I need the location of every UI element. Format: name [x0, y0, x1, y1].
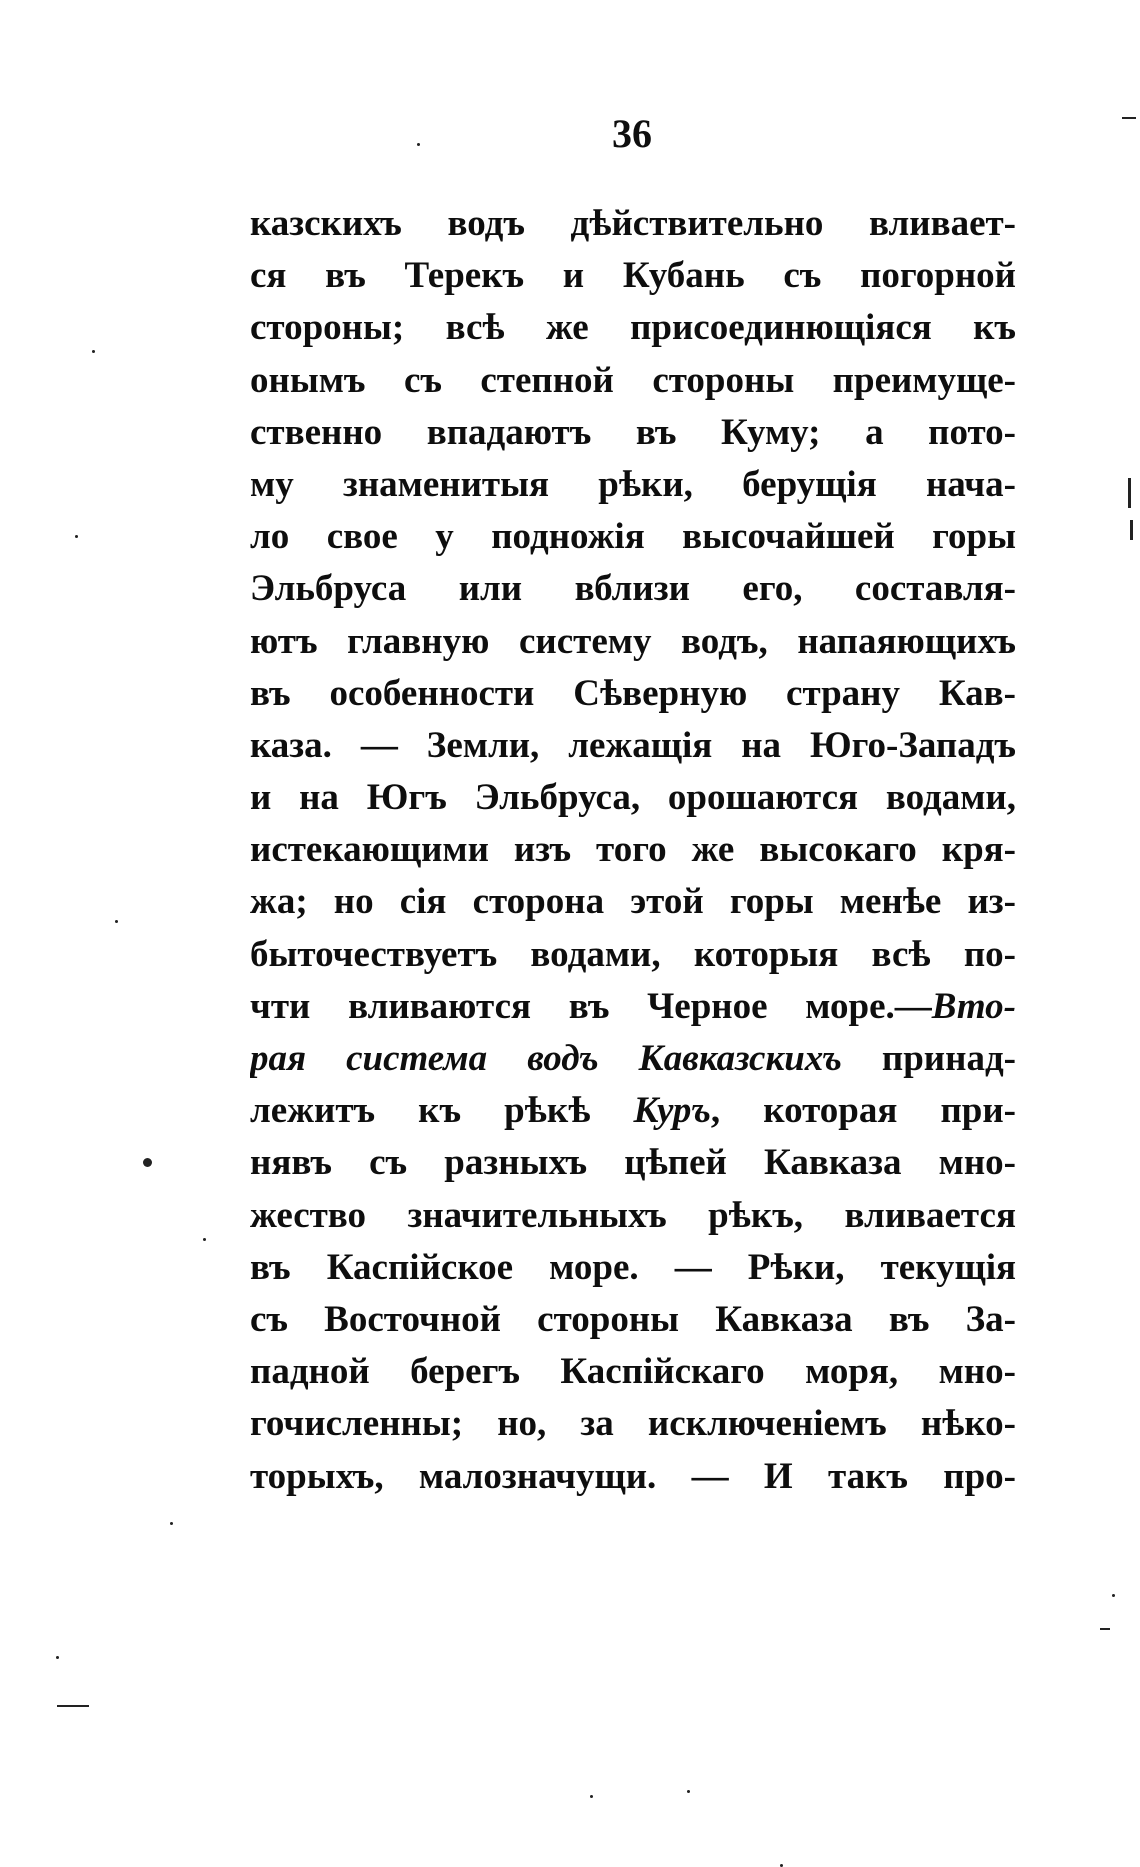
text-segment: жа; но сія сторона этой горы менѣе из- — [250, 881, 1016, 923]
text-line — [250, 1190, 1016, 1242]
text-segment: казскихъ водъ дѣйствительно вливает- — [250, 203, 1016, 244]
scan-speck — [56, 1656, 59, 1659]
body-text — [250, 198, 1016, 1503]
text-line — [250, 407, 1016, 459]
text-segment: гочисленны; но, за исключеніемъ нѣко- — [250, 1403, 1016, 1445]
scan-speck — [1112, 1594, 1115, 1597]
text-line — [250, 1398, 1016, 1450]
text-line — [250, 1137, 1016, 1189]
scan-speck — [203, 1238, 206, 1241]
text-line — [250, 563, 1016, 615]
scan-speck — [590, 1795, 593, 1798]
text-line — [250, 876, 1016, 928]
page-number — [0, 110, 1140, 157]
text-line — [250, 772, 1016, 824]
text-segment: ютъ главную систему водъ, напаяющихъ — [250, 620, 1016, 662]
text-segment: нявъ съ разныхъ цѣпей Кавказа мно- — [250, 1142, 1016, 1184]
text-segment: стороны; всѣ же присоединющіяся къ — [250, 307, 1016, 349]
text-segment: и на Югъ Эльбруса, орошаются водами, — [250, 777, 1016, 819]
text-segment: , которая при- — [710, 1090, 1016, 1132]
text-line — [250, 355, 1016, 407]
text-segment: въ Каспійское море. — Рѣки, текущія — [250, 1246, 1016, 1288]
text-segment: онымъ съ степной стороны преимуще- — [250, 359, 1016, 401]
text-segment: чти вливаются въ Черное море.— — [250, 985, 932, 1027]
text-line — [250, 929, 1016, 981]
text-segment: лежитъ къ рѣкѣ — [250, 1090, 634, 1132]
scan-speck — [115, 920, 118, 923]
text-line — [250, 250, 1016, 302]
text-segment: истекающими изъ того же высокаго кря- — [250, 829, 1016, 871]
text-line — [250, 302, 1016, 354]
text-line — [250, 616, 1016, 668]
text-segment: быточествуетъ водами, которыя всѣ по- — [250, 933, 1016, 975]
scan-speck — [143, 1158, 152, 1167]
text-line — [250, 511, 1016, 563]
scan-speck — [170, 1522, 173, 1525]
text-line — [250, 1242, 1016, 1294]
text-segment: му знаменитыя рѣки, берущія нача- — [250, 463, 1016, 505]
scan-speck — [687, 1790, 690, 1793]
scan-mark — [1100, 1628, 1110, 1630]
text-line — [250, 1294, 1016, 1346]
text-segment: ственно впадаютъ въ Куму; а пото- — [250, 411, 1016, 453]
italic-text-segment: рая система водъ Кавказскихъ — [250, 1038, 842, 1079]
text-segment: торыхъ, малозначущи. — И такъ про- — [250, 1455, 1016, 1497]
scan-speck — [75, 535, 78, 538]
text-segment: каза. — Земли, лежащія на Юго-Западъ — [250, 724, 1016, 766]
text-segment: падной берегъ Каспійскаго моря, мно- — [250, 1351, 1016, 1393]
scan-mark — [1130, 520, 1133, 540]
text-line — [250, 1033, 1016, 1085]
text-segment: ло свое у подножія высочайшей горы — [250, 516, 1016, 558]
text-segment: жество значительныхъ рѣкъ, вливается — [250, 1194, 1016, 1236]
text-line — [250, 720, 1016, 772]
text-line — [250, 668, 1016, 720]
italic-text-segment: Куръ — [633, 1090, 711, 1132]
text-line — [250, 459, 1016, 511]
text-line — [250, 1346, 1016, 1398]
scan-speck — [417, 143, 420, 146]
text-segment: принад- — [841, 1038, 1016, 1079]
text-line — [250, 824, 1016, 876]
text-line — [250, 981, 1016, 1033]
scan-mark — [1128, 478, 1131, 508]
text-line — [250, 1085, 1016, 1137]
text-line — [250, 198, 1016, 250]
page-number-text: 36 — [612, 111, 652, 156]
scan-mark — [1122, 117, 1136, 119]
text-segment: съ Восточной стороны Кавказа въ За- — [250, 1298, 1016, 1340]
text-segment: Эльбруса или вблизи его, составля- — [250, 568, 1016, 610]
text-segment: въ особенности Сѣверную страну Кав- — [250, 672, 1016, 714]
text-line — [250, 1451, 1016, 1503]
italic-text-segment: Вто- — [931, 985, 1016, 1027]
text-segment: ся въ Терекъ и Кубань съ погорной — [250, 255, 1016, 297]
scan-mark — [57, 1705, 89, 1707]
scan-speck — [92, 350, 95, 353]
